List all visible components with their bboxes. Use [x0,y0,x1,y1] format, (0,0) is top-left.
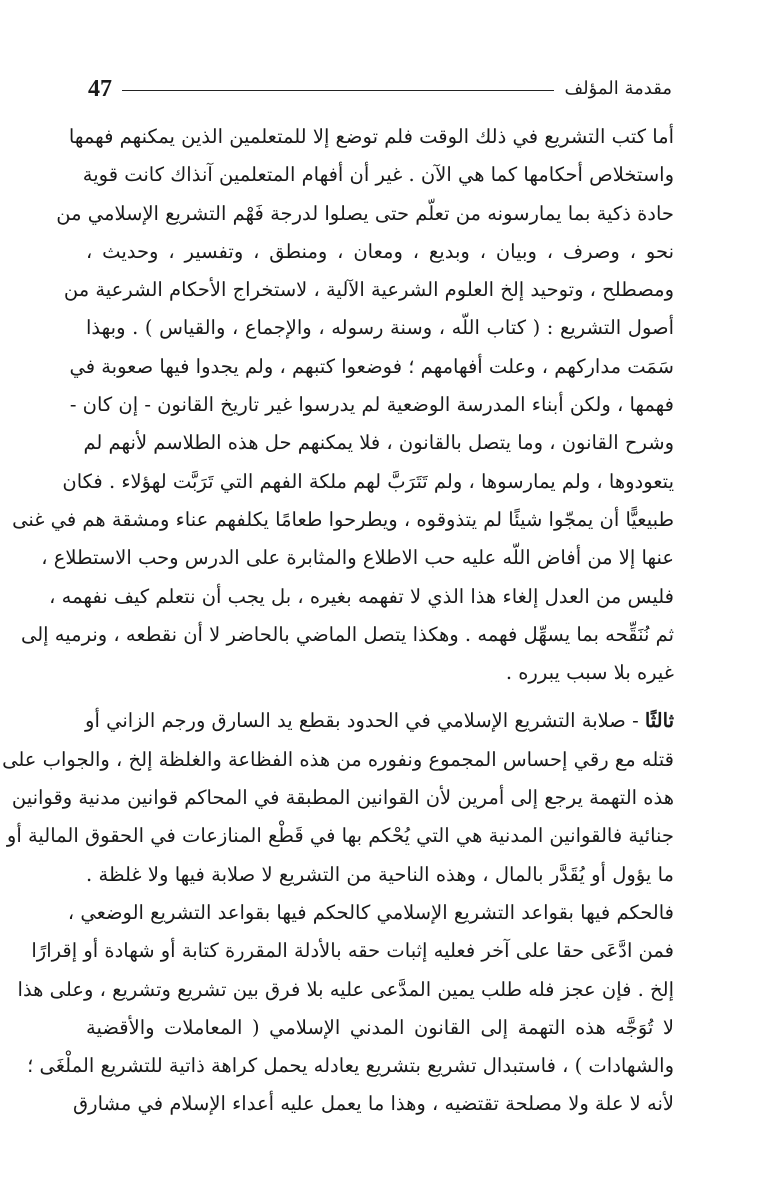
text-line: واستخلاص أحكامها كما هي الآن . غير أن أفهام المتعلمين آنذاك كانت قوية [82,163,674,187]
text-line: أما كتب التشريع في ذلك الوقت فلم توضع إلا للمتعلمين الذين يمكنهم فهمها [68,125,674,148]
text-line-rest: - صلابة التشريع الإسلامي في الحدود بقطع يد السارق ورجم الزاني أو [85,709,645,733]
text-line: نحو ، وصرف ، وبيان ، وبديع ، ومعان ، ومنطق ، وتفسير ، وحديث ، [86,239,674,263]
text-line: قتله مع رقي إحساس المجموع ونفوره من هذه الفظاعة والغلظة إلخ ، والجواب على [2,747,674,771]
text-line: فمن ادَّعَى حقا على آخر فعليه إثبات حقه بالأدلة المقررة كتابة أو شهادة أو إقرارًا [31,939,674,963]
text-line: ومصطلح ، وتوحيد إلخ العلوم الشرعية الآلية ، لاستخراج الأحكام الشرعية من [63,278,674,302]
page-number: 47 [88,76,112,102]
text-line: إلخ . فإن عجز فله طلب يمين المدَّعى عليه بلا فرق بين تشريع وتشريع ، وعلى هذا [17,977,674,1001]
text-line: غيره بلا سبب يبرره . [505,661,674,685]
text-line: فليس من العدل إلغاء هذا الذي لا تفهمه بغيره ، بل يجب أن نتعلم كيف نفهمه ، [49,584,674,608]
text-line: لا تُوَجَّه هذه التهمة إلى القانون المدني الإسلامي ( المعاملات والأقضية [86,1015,674,1039]
text-line: ثم نُنَقِّحه بما يسهِّل فهمه . وهكذا يتصل الماضي بالحاضر لا أن نقطعه ، ونرميه إلى [20,622,674,646]
text-line: هذه التهمة يرجع إلى أمرين لأن القوانين المطبقة في المحاكم قوانين مدنية وقوانين [11,786,674,810]
text-line: يتعودوها ، ولم يمارسوها ، ولم تَتَرَبَّ لهم ملكة الفهم التي تَرَبَّت لهؤلاء . فكان [62,469,674,493]
section-lead: ثالثًا [644,709,674,733]
paragraph-gap [86,692,674,702]
text-line: والشهادات ) ، فاستبدال تشريع بتشريع يعادله يحمل كراهة ذاتية للتشريع الملْغَى ؛ [27,1054,674,1078]
text-line: وشرح القانون ، وما يتصل بالقانون ، فلا يمكنهم حل هذه الطلاسم لأنهم لم [83,431,674,455]
text-line: ما يؤول أو يُقَدَّر بالمال ، وهذه الناحية من التشريع لا صلابة فيها ولا غلظة . [86,862,674,886]
paragraph-2 [2,702,674,1123]
text-line: أصول التشريع : ( كتاب اللّه ، وسنة رسوله ، والإجماع ، والقياس ) . وبهذا [86,316,674,340]
paragraph-1 [12,118,674,692]
text-line: فهمها ، ولكن أبناء المدرسة الوضعية لم يدرسوا غير تاريخ القانون - إن كان - [69,393,674,417]
page-body [2,118,674,1124]
text-line: سَمَت مداركهم ، وعلت أفهامهم ؛ فوضعوا كتبهم ، ولم يجدوا فيها صعوبة في [69,354,674,378]
text-line: حادة ذكية بما يمارسونه من تعلّم حتى يصلوا لدرجة فَهْم التشريع الإسلامي من [56,201,674,225]
page-header [88,74,672,108]
text-line: لأنه لا علة ولا مصلحة تقتضيه ، وهذا ما يعمل عليه أعداء الإسلام في مشارق [73,1092,674,1116]
text-line [86,702,674,740]
running-title: مقدمة المؤلف [564,78,672,99]
text-line: جنائية فالقوانين المدنية هي التي يُحْكم بها في قَطْع المنازعات في الحقوق المالية أو [6,824,674,848]
text-line: طبيعيًّا أن يمجّوا شيئًا لم يتذوقوه ، ويطرحوا طعامًا يكلفهم عناء ومشقة هم في غنى [12,507,674,531]
header-rule [122,90,554,91]
text-line: عنها إلا من أفاض اللّه عليه حب الاطلاع والمثابرة على الدرس وحب الاستطلاع ، [41,546,674,570]
text-line: فالحكم فيها بقواعد التشريع الإسلامي كالحكم فيها بقواعد التشريع الوضعي ، [67,900,674,924]
